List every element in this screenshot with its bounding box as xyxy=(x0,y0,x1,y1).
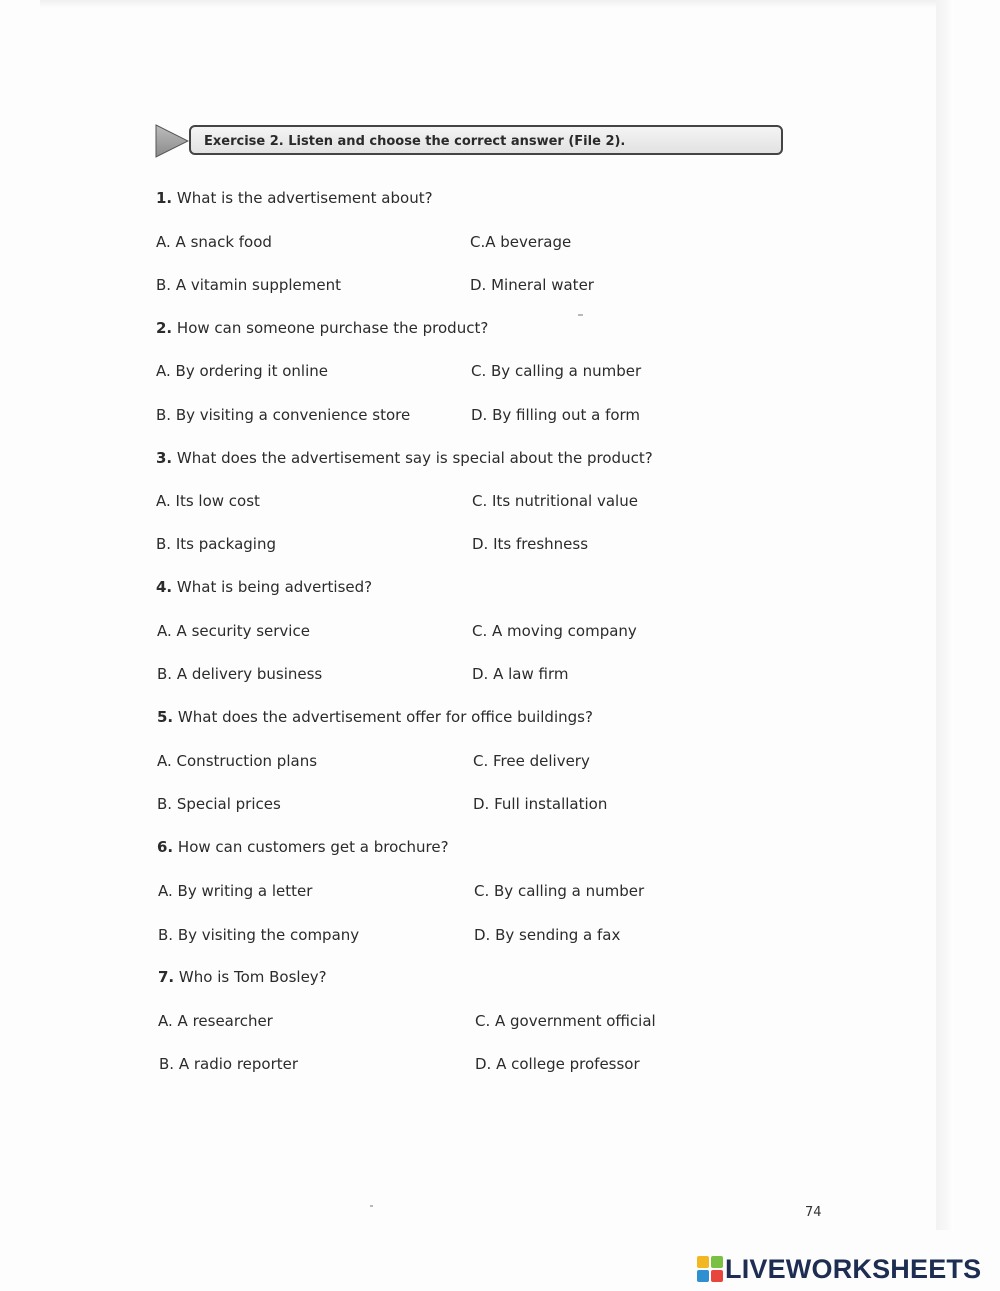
logo-square xyxy=(697,1270,709,1282)
question-number: 3. xyxy=(156,449,173,467)
option-5b: B. Special prices xyxy=(157,795,281,813)
question-5 xyxy=(157,708,593,726)
option-4d: D. A law firm xyxy=(472,665,569,683)
liveworksheets-logo[interactable] xyxy=(697,1255,981,1283)
option-5a: A. Construction plans xyxy=(157,752,318,770)
question-number: 2. xyxy=(156,319,173,337)
question-text: What does the advertisement offer for office buildings? xyxy=(177,708,593,726)
scan-edge-top xyxy=(40,0,940,8)
question-7 xyxy=(158,968,327,986)
option-1d: D. Mineral water xyxy=(470,276,594,294)
scan-edge-right xyxy=(936,0,954,1230)
option-4c: C. A moving company xyxy=(472,622,637,640)
option-3d: D. Its freshness xyxy=(472,535,589,553)
option-6c: C. By calling a number xyxy=(474,882,645,900)
question-6 xyxy=(157,838,449,856)
logo-square xyxy=(697,1256,709,1268)
question-text: What is the advertisement about? xyxy=(176,189,433,207)
option-1a: A. A snack food xyxy=(156,233,272,251)
question-text: Who is Tom Bosley? xyxy=(178,968,327,986)
question-number: 6. xyxy=(157,838,174,856)
option-7b: B. A radio reporter xyxy=(159,1055,299,1073)
question-2 xyxy=(156,319,488,337)
scan-mark xyxy=(578,314,583,316)
option-5d: D. Full installation xyxy=(473,795,608,813)
play-arrow-icon xyxy=(155,124,189,158)
option-7c: C. A government official xyxy=(475,1012,656,1030)
option-4b: B. A delivery business xyxy=(157,665,323,683)
question-text: How can someone purchase the product? xyxy=(176,319,489,337)
option-6b: B. By visiting the company xyxy=(158,926,360,944)
option-3b: B. Its packaging xyxy=(156,535,277,553)
option-6d: D. By sending a fax xyxy=(474,926,621,944)
brand-name: LIVEWORKSHEETS xyxy=(725,1253,982,1284)
liveworksheets-logo-icon xyxy=(697,1256,723,1282)
question-4 xyxy=(156,578,372,596)
option-7d: D. A college professor xyxy=(475,1055,640,1073)
question-number: 5. xyxy=(157,708,174,726)
exercise-title: Exercise 2. Listen and choose the correct answer (File 2). xyxy=(204,134,626,149)
option-2a: A. By ordering it online xyxy=(156,362,329,380)
exercise-banner xyxy=(189,125,783,155)
logo-square xyxy=(711,1270,723,1282)
option-1b: B. A vitamin supplement xyxy=(156,276,342,294)
option-2d: D. By filling out a form xyxy=(471,406,641,424)
question-number: 7. xyxy=(158,968,175,986)
question-1 xyxy=(156,189,433,207)
question-3 xyxy=(156,449,653,467)
option-1c: C.A beverage xyxy=(470,233,572,251)
option-2c: C. By calling a number xyxy=(471,362,642,380)
page-number: 74 xyxy=(805,1205,822,1220)
question-text: What does the advertisement say is special about the product? xyxy=(176,449,653,467)
option-3c: C. Its nutritional value xyxy=(472,492,638,510)
question-number: 1. xyxy=(156,189,173,207)
option-3a: A. Its low cost xyxy=(156,492,260,510)
question-text: How can customers get a brochure? xyxy=(177,838,449,856)
logo-square xyxy=(711,1256,723,1268)
question-number: 4. xyxy=(156,578,173,596)
option-5c: C. Free delivery xyxy=(473,752,590,770)
option-4a: A. A security service xyxy=(157,622,310,640)
option-6a: A. By writing a letter xyxy=(158,882,313,900)
question-text: What is being advertised? xyxy=(176,578,373,596)
scan-mark xyxy=(370,1205,373,1207)
option-7a: A. A researcher xyxy=(158,1012,273,1030)
option-2b: B. By visiting a convenience store xyxy=(156,406,411,424)
